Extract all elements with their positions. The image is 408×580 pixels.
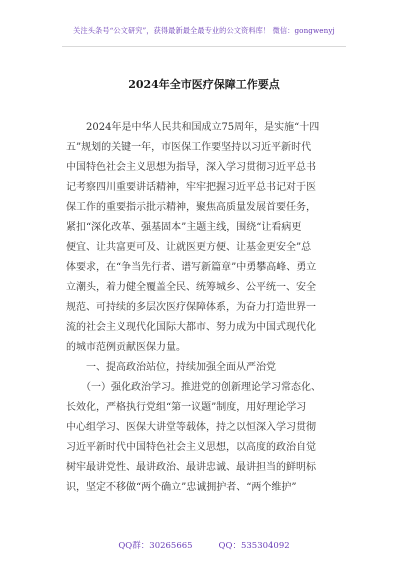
footer-qq-group: QQ群：30265665 xyxy=(118,541,193,551)
footer-contact xyxy=(0,539,408,551)
section-heading: 一、提高政治站位，持续加强全面从严治党 xyxy=(66,362,276,373)
body-line: 习近平新时代中国特色社会主义思想，以高度的政治自觉 xyxy=(66,442,316,453)
body-line: 体要求，在“争当先行者、谱写新篇章”中勇攀高峰、勇立 xyxy=(66,262,317,273)
header-divider xyxy=(62,46,346,47)
body-line: （一）强化政治学习。推进党的创新理论学习常态化、 xyxy=(66,382,321,393)
body-line: 识，坚定不移做“两个确立”忠诚拥护者、“两个维护” xyxy=(66,482,297,493)
document-title: 2024年全市医疗保障工作要点 xyxy=(128,78,280,91)
body-line: 立潮头，着力健全覆盖全民、统筹城乡、公平统一、安全 xyxy=(66,282,316,293)
body-line: 规范、可持续的多层次医疗保障体系，为奋力打造世界一 xyxy=(66,302,316,313)
footer-qq-number: QQ：535304092 xyxy=(218,541,290,551)
body-line: 五”规划的关键一年，市医保工作要坚持以习近平新时代 xyxy=(66,142,312,153)
body-line: 的城市范例贡献医保力量。 xyxy=(66,342,186,353)
body-line: 中国特色社会主义思想为指导，深入学习贯彻习近平总书 xyxy=(66,162,316,173)
body-line: 2024年是中华人民共和国成立75周年，是实施“十四 xyxy=(66,122,320,133)
body-line: 保工作的重要指示批示精神，聚焦高质量发展首要任务， xyxy=(66,202,316,213)
body-line: 便宜、让共富更可及、让就医更方便、让基金更安全”总 xyxy=(66,242,312,253)
body-line: 树牢最讲党性、最讲政治、最讲忠诚、最讲担当的鲜明标 xyxy=(66,462,316,473)
body-line: 记考察四川重要讲话精神，牢牢把握习近平总书记对于医 xyxy=(66,182,316,193)
body-line: 流的社会主义现代化国际大都市、努力成为中国式现代化 xyxy=(66,322,316,333)
document-body xyxy=(66,118,350,498)
body-line: 中心组学习、医保大讲堂等载体，持之以恒深入学习贯彻 xyxy=(66,422,316,433)
body-line: 紧扣“深化改革、强基固本”主题主线，围绕“让看病更 xyxy=(66,222,302,233)
body-line: 长效化，严格执行党组“第一议题”制度，用好理论学习 xyxy=(66,402,307,413)
header-promo-note: 关注头条号“公文研究”，获得最新最全最专业的公文资料库！ 微信：gongwenyj xyxy=(73,26,335,35)
